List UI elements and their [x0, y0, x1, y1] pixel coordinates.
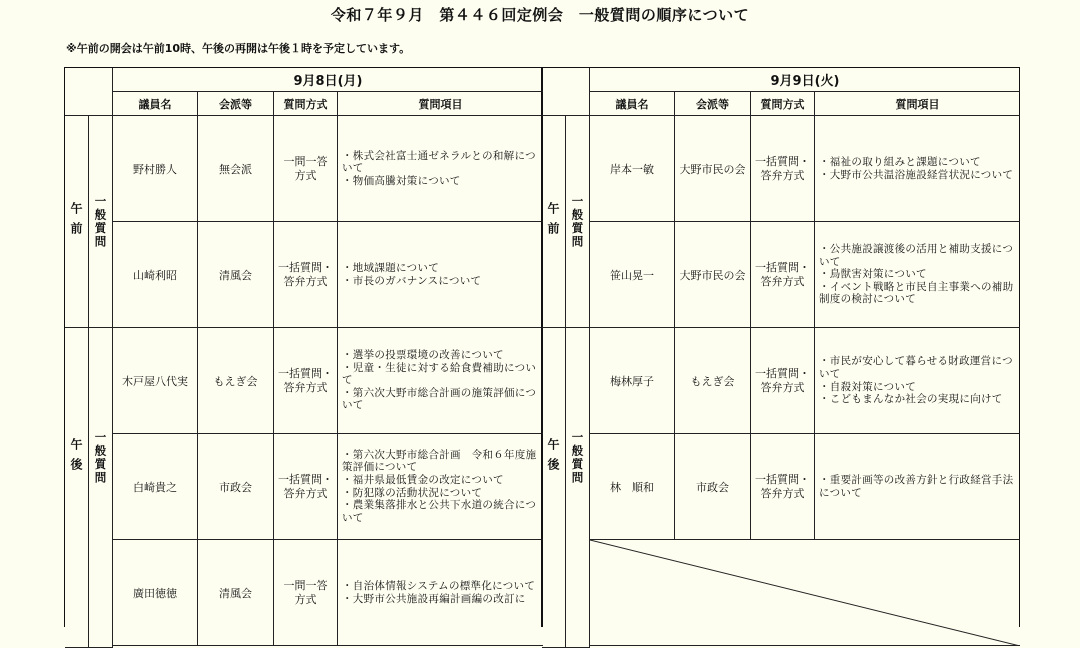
method-line: 一括質問・	[278, 367, 333, 381]
question-item: ・農業集落排水と公共下水道の統合について	[342, 499, 537, 524]
question-method	[274, 540, 338, 646]
question-method	[274, 222, 338, 328]
method-line: 一括質問・	[278, 473, 333, 487]
header-faction: 会派等	[198, 92, 274, 116]
member-name: 梅林厚子	[590, 328, 675, 434]
method-line: 一括質問・	[278, 261, 333, 275]
member-name: 白崎貴之	[113, 434, 198, 540]
header-name: 議員名	[590, 92, 675, 116]
question-method	[751, 328, 815, 434]
general-question-label	[89, 116, 113, 328]
question-items	[815, 222, 1020, 328]
member-name: 廣田徳徳	[113, 540, 198, 646]
question-items	[815, 328, 1020, 434]
am-text: 午前	[69, 201, 83, 242]
method-line: 一括質問・	[755, 155, 810, 169]
member-faction: もえぎ会	[198, 328, 274, 434]
question-method	[274, 328, 338, 434]
method-line: 一括質問・	[755, 261, 810, 275]
method-line: 答弁方式	[760, 168, 805, 182]
general-question-label	[89, 328, 113, 648]
pm-label	[542, 328, 566, 648]
header-items: 質問項目	[338, 92, 543, 116]
member-name: 野村勝人	[113, 116, 198, 222]
member-name: 木戸屋八代実	[113, 328, 198, 434]
question-items	[338, 222, 543, 328]
day1-table	[64, 67, 543, 627]
pm-label	[65, 328, 89, 648]
method-line: 一問一答	[283, 579, 328, 593]
empty-slot-diagonal-line	[590, 540, 1020, 646]
question-item: ・自治体情報システムの標準化について	[342, 579, 536, 592]
member-name: 岸本一敏	[590, 116, 675, 222]
general-question-text: 一般質問	[570, 194, 585, 249]
am-label	[65, 116, 89, 328]
question-items	[338, 328, 543, 434]
general-question-text: 一般質問	[570, 430, 585, 485]
method-line: 一括質問・	[755, 367, 810, 381]
member-faction: 無会派	[198, 116, 274, 222]
pm-text: 午後	[69, 437, 83, 478]
page-title: 令和７年９月 第４４６回定例会 一般質問の順序について	[330, 6, 750, 24]
method-line: 方式	[294, 168, 317, 182]
method-line: 一問一答	[283, 155, 328, 169]
member-faction: もえぎ会	[675, 328, 751, 434]
schedule-note: ※午前の開会は午前10時、午後の再開は午後１時を予定しています。	[66, 42, 411, 55]
method-line: 一括質問・	[755, 473, 810, 487]
corner-cell	[65, 68, 113, 116]
question-item: ・市民が安心して暮らせる財政運営について	[819, 355, 1013, 380]
question-item: ・児童・生徒に対する給食費補助について	[342, 361, 537, 387]
question-item: ・大野市公共温浴施設経営状況について	[819, 168, 1014, 181]
method-line: 答弁方式	[760, 274, 805, 288]
question-items	[815, 116, 1020, 222]
empty-slot	[590, 540, 1020, 646]
am-text: 午前	[546, 201, 560, 242]
member-faction: 大野市民の会	[675, 222, 751, 328]
question-items	[338, 434, 543, 540]
method-line: 答弁方式	[760, 380, 805, 394]
question-items	[338, 116, 543, 222]
method-line: 答弁方式	[283, 380, 328, 394]
question-item: ・防犯隊の活動状況について	[342, 486, 483, 499]
header-method: 質問方式	[274, 92, 338, 116]
general-question-label	[566, 328, 590, 648]
general-question-text: 一般質問	[93, 430, 108, 485]
header-method: 質問方式	[751, 92, 815, 116]
question-method	[274, 434, 338, 540]
member-faction: 市政会	[198, 434, 274, 540]
method-line: 答弁方式	[760, 486, 805, 500]
am-label	[542, 116, 566, 328]
method-line: 方式	[294, 592, 317, 606]
member-name: 笹山晃一	[590, 222, 675, 328]
day2-table	[541, 67, 1020, 627]
day2-date: 9月9日(火)	[590, 68, 1020, 92]
corner-cell	[542, 68, 590, 116]
question-item: ・第六次大野市総合計画 令和６年度施策評価について	[342, 448, 537, 474]
member-name: 山崎利昭	[113, 222, 198, 328]
question-item: ・物価高騰対策について	[342, 174, 461, 187]
question-method	[274, 116, 338, 222]
question-item: ・市長のガバナンスについて	[342, 274, 482, 287]
member-faction: 清風会	[198, 540, 274, 646]
question-item: ・公共施設譲渡後の活用と補助支援について	[819, 243, 1014, 268]
method-line: 答弁方式	[283, 274, 328, 288]
member-name: 林 順和	[590, 434, 675, 540]
header-items: 質問項目	[815, 92, 1020, 116]
question-item: ・地域課題について	[342, 261, 439, 274]
question-item: ・自殺対策について	[819, 380, 916, 393]
pm-text: 午後	[546, 437, 560, 478]
question-item: ・福祉の取り組みと課題について	[819, 155, 981, 168]
header-name: 議員名	[113, 92, 198, 116]
member-faction: 市政会	[675, 434, 751, 540]
question-item: ・福井県最低賃金の改定について	[342, 473, 504, 486]
question-method	[751, 434, 815, 540]
day1-date: 9月8日(月)	[113, 68, 543, 92]
method-line: 答弁方式	[283, 486, 328, 500]
question-item: ・イベント戦略と市民自主事業への補助制度の検討について	[819, 280, 1014, 306]
question-item: ・株式会社富士通ゼネラルとの和解について	[342, 149, 536, 175]
question-items	[815, 434, 1020, 540]
question-items	[338, 540, 543, 646]
general-question-text: 一般質問	[93, 194, 108, 249]
header-faction: 会派等	[675, 92, 751, 116]
question-method	[751, 116, 815, 222]
question-method	[751, 222, 815, 328]
question-item: ・鳥獣害対策について	[819, 268, 927, 281]
question-item: ・大野市公共施設再編計画編の改訂に	[342, 592, 526, 605]
question-item: ・こどもまんなか社会の実現に向けて	[819, 393, 1003, 406]
question-item: ・重要計画等の改善方針と行政経営手法について	[819, 473, 1014, 499]
member-faction: 清風会	[198, 222, 274, 328]
question-item: ・第六次大野市総合計画の施策評価について	[342, 386, 537, 412]
member-faction: 大野市民の会	[675, 116, 751, 222]
question-item: ・選挙の投票環境の改善について	[342, 349, 504, 362]
general-question-label	[566, 116, 590, 328]
